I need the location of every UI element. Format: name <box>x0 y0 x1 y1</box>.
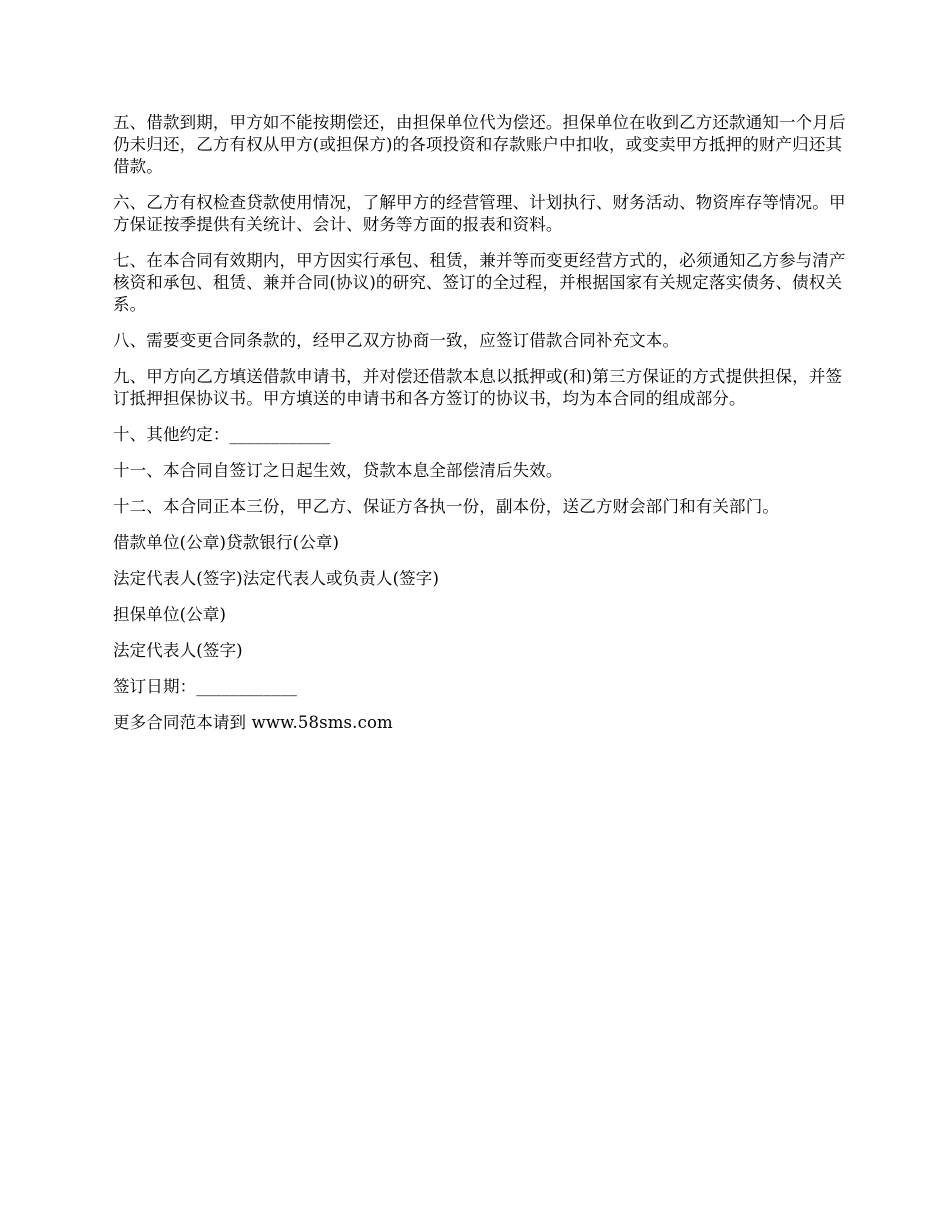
clause-12: 十二、本合同正本三份，甲乙方、保证方各执一份，副本份，送乙方财会部门和有关部门。 <box>113 497 779 516</box>
document-page <box>113 112 853 748</box>
clause-10: 十、其他约定：____________ <box>113 425 331 444</box>
signing-date-line: 签订日期：____________ <box>113 677 298 696</box>
clause-5: 五、借款到期，甲方如不能按期偿还，由担保单位代为偿还。担保单位在收到乙方还款通知一个月后仍未归还，乙方有权从甲方(或担保方)的各项投资和存款账户中扣收，或变卖甲方抵押的财产归还其借款。 <box>113 113 846 176</box>
guarantor-representative-signature-line: 法定代表人(签字) <box>113 641 243 660</box>
clause-11: 十一、本合同自签订之日起生效，贷款本息全部偿清后失效。 <box>113 461 563 480</box>
legal-representative-signature-line: 法定代表人(签字)法定代表人或负责人(签字) <box>113 569 440 588</box>
more-templates-link-text: 更多合同范本请到 www.58sms.com <box>113 713 393 732</box>
clause-8: 八、需要变更合同条款的，经甲乙双方协商一致，应签订借款合同补充文本。 <box>113 331 680 350</box>
borrower-lender-seal-line: 借款单位(公章)贷款银行(公章) <box>113 533 340 552</box>
guarantor-seal-line: 担保单位(公章) <box>113 605 227 624</box>
clause-9: 九、甲方向乙方填送借款申请书，并对偿还借款本息以抵押或(和)第三方保证的方式提供担保，并签订抵押担保协议书。甲方填送的申请书和各方签订的协议书，均为本合同的组成部分。 <box>113 367 843 408</box>
clause-7: 七、在本合同有效期内，甲方因实行承包、租赁，兼并等而变更经营方式的，必须通知乙方参与清产核资和承包、租赁、兼并合同(协议)的研究、签订的全过程，并根据国家有关规定落实债务、债权关系。 <box>113 251 846 314</box>
clause-6: 六、乙方有权检查贷款使用情况，了解甲方的经营管理、计划执行、财务活动、物资库存等情况。甲方保证按季提供有关统计、会计、财务等方面的报表和资料。 <box>113 193 846 234</box>
